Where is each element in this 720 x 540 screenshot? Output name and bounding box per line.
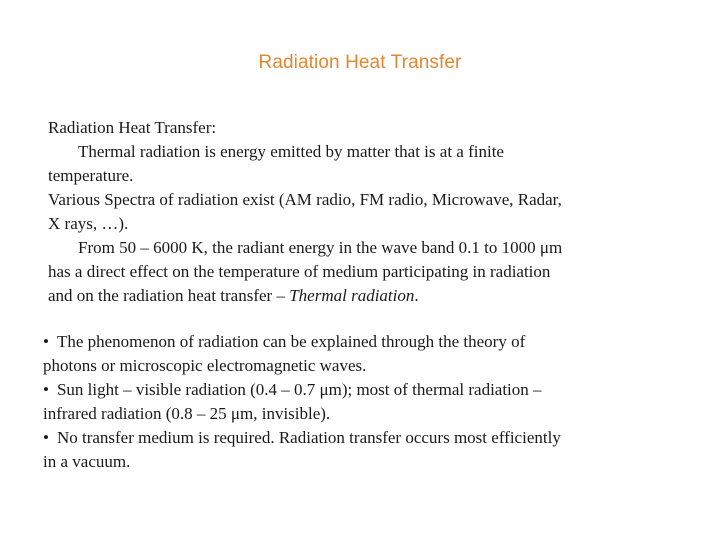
bullet-item-2 <box>43 378 683 402</box>
bullet-item-2-text: Sun light – visible radiation (0.4 – 0.7 μm); most of thermal radiation – <box>56 380 542 399</box>
bullet-marker: • <box>43 380 49 399</box>
intro-section <box>48 116 678 308</box>
bullet-item-1 <box>43 330 683 354</box>
bullet-marker: • <box>43 332 49 351</box>
intro-end-punct: . <box>414 286 419 305</box>
bullet-item-3 <box>43 426 683 450</box>
bullet-item-3-text: No transfer medium is required. Radiation transfer occurs most efficiently <box>56 428 561 447</box>
intro-line-4: X rays, …). <box>48 214 129 233</box>
intro-line-7 <box>48 284 678 308</box>
intro-line-3: Various Spectra of radiation exist (AM radio, FM radio, Microwave, Radar, <box>48 190 562 209</box>
bullet-item-1-text: The phenomenon of radiation can be explained through the theory of <box>56 332 526 351</box>
bullet-section <box>43 330 683 474</box>
bullet-item-1-cont: photons or microscopic electromagnetic waves. <box>43 356 367 375</box>
intro-line-5: From 50 – 6000 K, the radiant energy in the wave band 0.1 to 1000 μm <box>78 238 563 257</box>
bullet-item-2-cont: infrared radiation (0.8 – 25 μm, invisible). <box>43 404 331 423</box>
intro-line-1: Thermal radiation is energy emitted by matter that is at a finite <box>78 142 504 161</box>
intro-line-2: temperature. <box>48 166 134 185</box>
intro-line-7-text: and on the radiation heat transfer – <box>48 286 290 305</box>
thermal-radiation-term: Thermal radiation <box>289 286 415 305</box>
slide-title: Radiation Heat Transfer <box>258 52 462 73</box>
bullet-marker: • <box>43 428 49 447</box>
intro-heading: Radiation Heat Transfer: <box>48 118 217 137</box>
intro-line-6: has a direct effect on the temperature of medium participating in radiation <box>48 262 551 281</box>
bullet-item-3-cont: in a vacuum. <box>43 452 131 471</box>
